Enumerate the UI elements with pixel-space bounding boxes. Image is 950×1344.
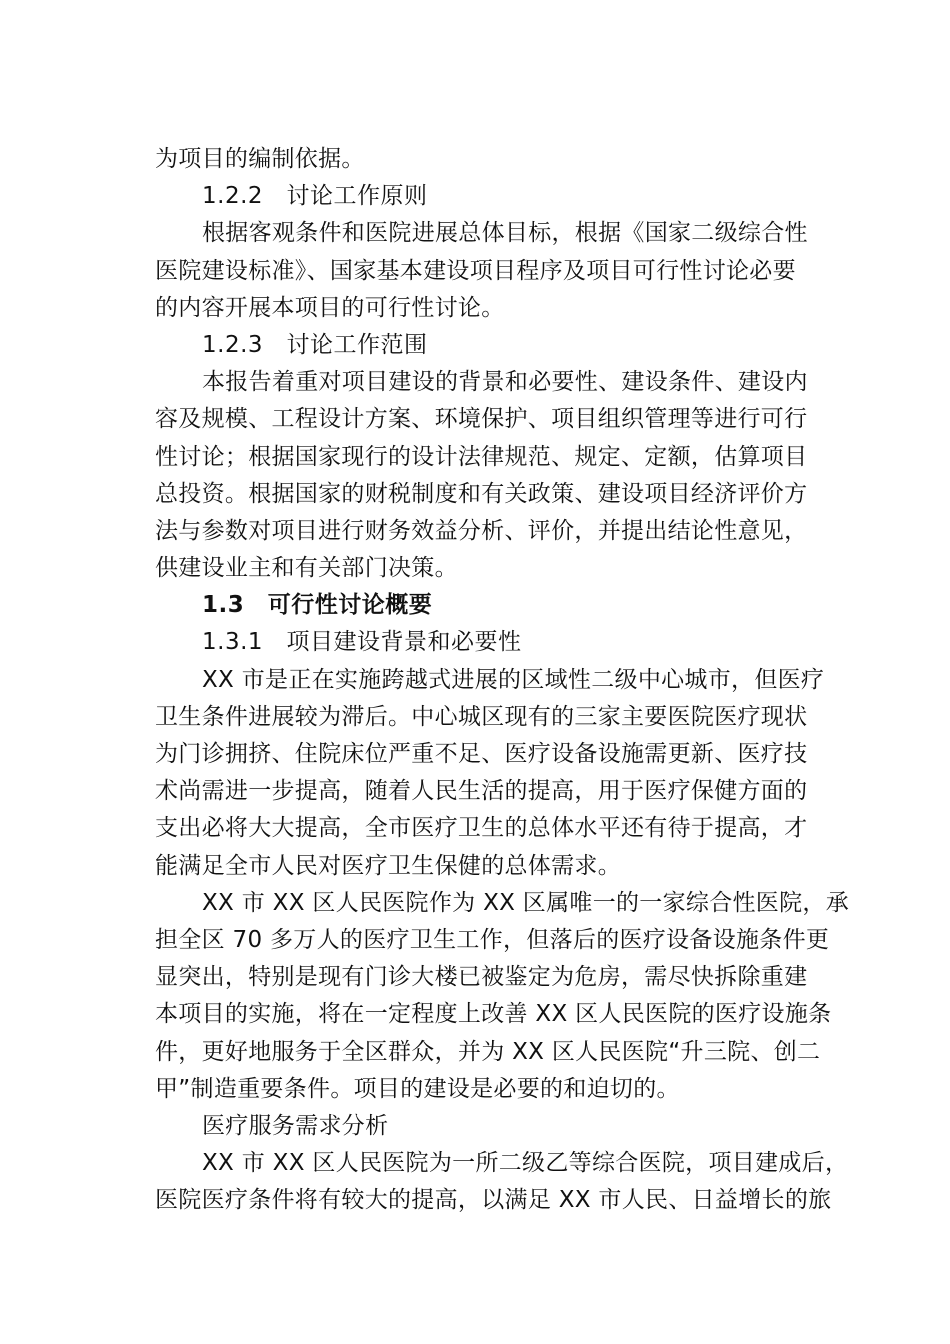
section-heading-1-3: 1.3 可行性讨论概要 bbox=[202, 592, 433, 619]
paragraph-line: 本项目的实施，将在一定程度上改善 XX 区人民医院的医疗设施条 bbox=[155, 1001, 832, 1028]
paragraph-line: 根据客观条件和医院进展总体目标，根据《国家二级综合性 bbox=[202, 220, 808, 247]
subsection-heading: 医疗服务需求分析 bbox=[202, 1112, 389, 1139]
section-heading-1-2-2: 1.2.2 讨论工作原则 bbox=[202, 183, 428, 210]
paragraph-line: XX 市 XX 区人民医院作为 XX 区属唯一的一家综合性医院，承 bbox=[202, 889, 849, 916]
paragraph-line: 法与参数对项目进行财务效益分析、评价，并提出结论性意见， bbox=[155, 517, 808, 544]
paragraph-line: 本报告着重对项目建设的背景和必要性、建设条件、建设内 bbox=[202, 369, 808, 396]
section-heading-1-3-1: 1.3.1 项目建设背景和必要性 bbox=[202, 629, 522, 656]
paragraph-line: 能满足全市人民对医疗卫生保健的总体需求。 bbox=[155, 852, 621, 879]
paragraph-line: 容及规模、工程设计方案、环境保护、项目组织管理等进行可行 bbox=[155, 406, 808, 433]
paragraph-line: 医院建设标准》、国家基本建设项目程序及项目可行性讨论必要 bbox=[155, 257, 796, 284]
paragraph-line: 医院医疗条件将有较大的提高，以满足 XX 市人民、日益增长的旅 bbox=[155, 1187, 832, 1214]
paragraph-line: 支出必将大大提高，全市医疗卫生的总体水平还有待于提高，才 bbox=[155, 815, 808, 842]
paragraph-line: 甲”制造重要条件。项目的建设是必要的和迫切的。 bbox=[155, 1075, 680, 1102]
paragraph-line: XX 市是正在实施跨越式进展的区域性二级中心城市，但医疗 bbox=[202, 666, 825, 693]
paragraph-line: 性讨论；根据国家现行的设计法律规范、规定、定额，估算项目 bbox=[155, 443, 808, 470]
paragraph-line: 件，更好地服务于全区群众，并为 XX 区人民医院“升三院、创二 bbox=[155, 1038, 821, 1065]
paragraph-line: 卫生条件进展较为滞后。中心城区现有的三家主要医院医疗现状 bbox=[155, 703, 808, 730]
paragraph-line: 为项目的编制依据。 bbox=[155, 146, 365, 172]
paragraph-line: 总投资。根据国家的财税制度和有关政策、建设项目经济评价方 bbox=[155, 480, 808, 507]
section-heading-1-2-3: 1.2.3 讨论工作范围 bbox=[202, 331, 428, 358]
paragraph-line: 的内容开展本项目的可行性讨论。 bbox=[155, 294, 505, 321]
document-body bbox=[155, 141, 849, 1219]
paragraph-line: XX 市 XX 区人民医院为一所二级乙等综合医院，项目建成后， bbox=[202, 1150, 849, 1177]
paragraph-line: 为门诊拥挤、住院床位严重不足、医疗设备设施需更新、医疗技 bbox=[155, 741, 808, 767]
paragraph-line: 供建设业主和有关部门决策。 bbox=[155, 555, 458, 582]
paragraph-line: 显突出，特别是现有门诊大楼已被鉴定为危房，需尽快拆除重建 bbox=[155, 964, 808, 991]
paragraph-line: 术尚需进一步提高，随着人民生活的提高，用于医疗保健方面的 bbox=[155, 778, 808, 805]
paragraph-line: 担全区 70 多万人的医疗卫生工作，但落后的医疗设备设施条件更 bbox=[155, 926, 830, 953]
